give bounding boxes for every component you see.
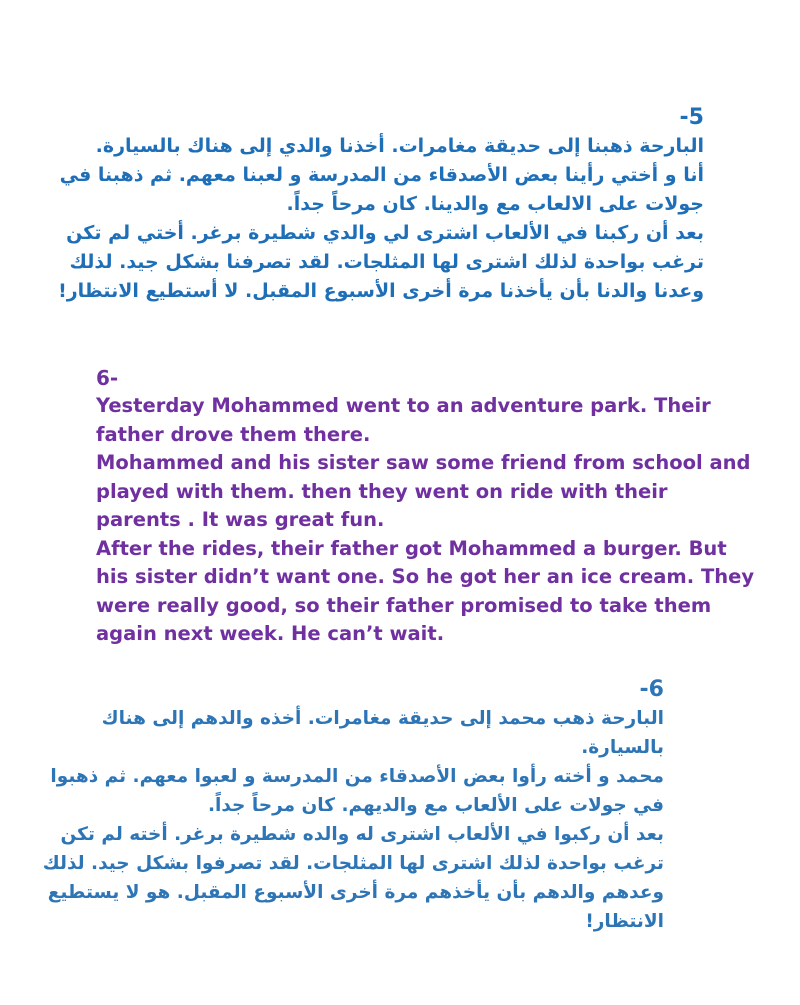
paragraph-line: were really good, so their father promised to take them (96, 593, 712, 617)
paragraph-line: parents . It was great fun. (96, 508, 385, 531)
paragraph-line: played with them. then they went on ride with their (96, 479, 668, 503)
paragraph-line: Yesterday Mohammed went to an adventure park. Their (96, 394, 711, 417)
paragraph-line: father drove them there. (96, 422, 371, 446)
paragraph-line: again next week. He can’t wait. (96, 622, 445, 645)
paragraph-line: الانتظار! (585, 911, 664, 932)
paragraph-line: البارحة ذهبنا إلى حديقة مغامرات. أخذنا والدي إلى هناك بالسيارة. (95, 135, 704, 157)
paragraph-line: في جولات على الألعاب مع والديهم. كان مرحاً جداً. (208, 795, 664, 816)
paragraph-line: البارحة ذهب محمد إلى حديقة مغامرات. أخذه والدهم إلى هناك (101, 708, 664, 729)
paragraph-line: جولات على الالعاب مع والدينا. كان مرحاً جداً. (286, 193, 704, 215)
paragraph-line: Mohammed and his sister saw some friend from school and (96, 451, 751, 474)
section-6-english (0, 364, 800, 649)
paragraph-line: بعد أن ركبنا في الألعاب اشترى لي والدي شطيرة برغر. أختي لم تكن (66, 222, 704, 244)
paragraph-line: ترغب بواحدة لذلك اشترى لها المثلجات. لقد تصرفوا بشكل جيد. لذلك (42, 853, 664, 874)
paragraph-line: بعد أن ركبوا في الألعاب اشترى له والده شطيرة برغر. أخته لم تكن (60, 824, 664, 845)
section-number: -6 (639, 677, 664, 702)
section-6-arabic (0, 676, 800, 936)
paragraph-line: his sister didn’t want one. So he got her an ice cream. They (96, 565, 755, 588)
paragraph-line: ترغب بواحدة لذلك اشترى لها المثلجات. لقد تصرفنا بشكل جيد. لذلك (69, 251, 704, 273)
section-5-arabic (0, 104, 800, 306)
section-number: 6- (96, 366, 119, 390)
paragraph-line: أنا و أختي رأينا بعض الأصدقاء من المدرسة و لعبنا معهم. ثم ذهبنا في (59, 164, 704, 186)
paragraph-line: After the rides, their father got Mohammed a burger. But (96, 536, 727, 560)
paragraph-line: وعدهم والدهم بأن يأخذهم مرة أخرى الأسبوع المقبل. هو لا يستطيع (47, 882, 664, 903)
paragraph-line: وعدنا والدنا بأن يأخذنا مرة أخرى الأسبوع المقبل. لا أستطيع الانتظار! (58, 280, 704, 302)
paragraph-line: محمد و أخته رأوا بعض الأصدقاء من المدرسة و لعبوا معهم. ثم ذهبوا (50, 766, 664, 787)
paragraph-line: بالسيارة. (581, 737, 664, 758)
section-number: -5 (679, 105, 704, 130)
